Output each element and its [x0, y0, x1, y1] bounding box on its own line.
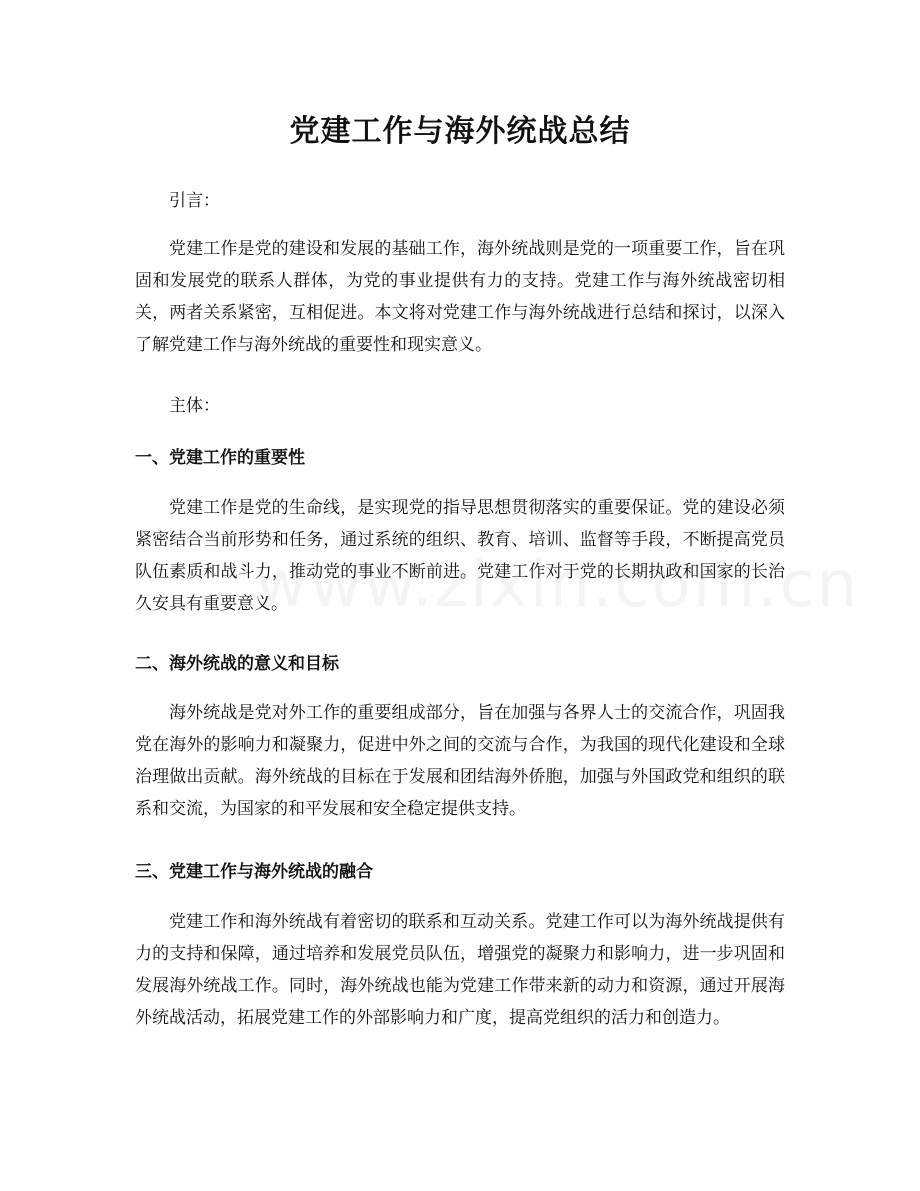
intro-paragraph: 党建工作是党的建设和发展的基础工作，海外统战则是党的一项重要工作，旨在巩固和发展党的联系人群体，为党的事业提供有力的支持。党建工作与海外统战密切相关，两者关系紧密，互相促进。本文将对党建工作与海外统战进行总结和探讨，以深入了解党建工作与海外统战的重要性和现实意义。: [135, 239, 785, 355]
section-heading-2: 二、海外统战的意义和目标: [135, 654, 339, 674]
section-paragraph-3: 党建工作和海外统战有着密切的联系和互动关系。党建工作可以为海外统战提供有力的支持和保障，通过培养和发展党员队伍，增强党的凝聚力和影响力，进一步巩固和发展海外统战工作。同时，海外统战也能为党建工作带来新的动力和资源，通过开展海外统战活动，拓展党建工作的外部影响力和广度，提高党组织的活力和创造力。: [135, 912, 785, 1028]
page-title: 党建工作与海外统战总结: [289, 114, 631, 149]
section-paragraph-2: 海外统战是党对外工作的重要组成部分，旨在加强与各界人士的交流合作，巩固我党在海外的影响力和凝聚力，促进中外之间的交流与合作，为我国的现代化建设和全球治理做出贡献。海外统战的目标在于发展和团结海外侨胞，加强与外国政党和组织的联系和交流，为国家的和平发展和安全稳定提供支持。: [135, 703, 785, 819]
section-heading-1: 一、党建工作的重要性: [135, 448, 305, 468]
section-paragraph-1: 党建工作是党的生命线，是实现党的指导思想贯彻落实的重要保证。党的建设必须紧密结合当前形势和任务，通过系统的组织、教育、培训、监督等手段，不断提高党员队伍素质和战斗力，推动党的事业不断前进。党建工作对于党的长期执政和国家的长治久安具有重要意义。: [135, 498, 785, 614]
body-label: 主体：: [169, 396, 220, 416]
section-heading-3: 三、党建工作与海外统战的融合: [135, 862, 373, 882]
intro-label: 引言：: [169, 191, 220, 211]
